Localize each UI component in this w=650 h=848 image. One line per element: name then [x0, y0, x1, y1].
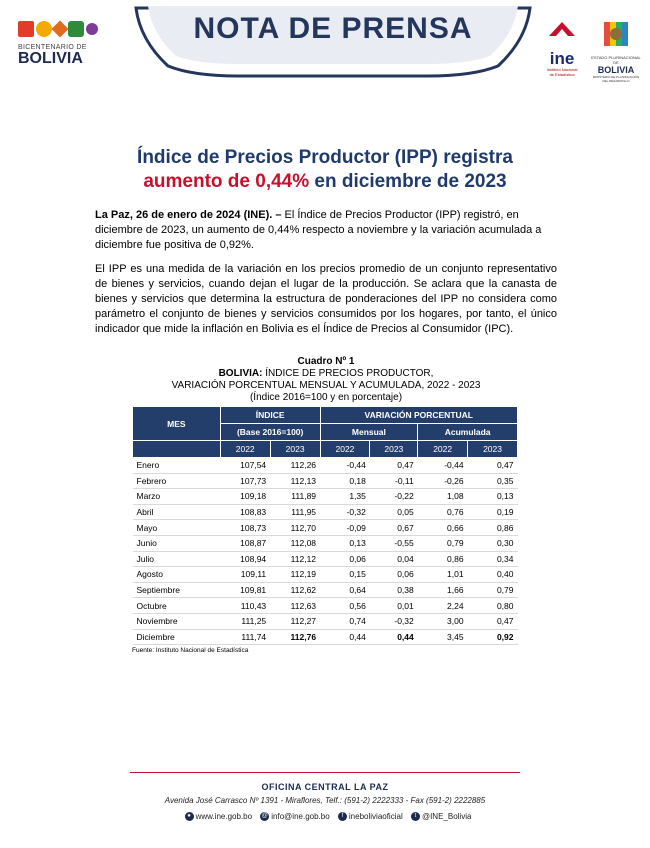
table-row: [133, 489, 518, 505]
col-variacion: VARIACIÓN PORCENTUAL: [320, 407, 517, 424]
cell-m23: 0,38: [370, 582, 418, 598]
footer-twitter-link[interactable]: @INE_Bolivia: [421, 812, 472, 821]
cell-i23: 111,95: [270, 504, 320, 520]
cell-m23: 0,01: [370, 598, 418, 614]
ine-sub-1: Instituto Nacional: [546, 67, 578, 72]
table-row: [133, 567, 518, 583]
cell-a23: 0,40: [468, 567, 518, 583]
table-row: [133, 551, 518, 567]
cell-i23: 112,13: [270, 473, 320, 489]
cell-a23: 0,47: [468, 613, 518, 629]
bolivia-top-text: ESTADO PLURINACIONAL DE: [591, 55, 641, 65]
cell-mes: Enero: [133, 458, 221, 474]
cell-a22: -0,44: [418, 458, 468, 474]
cell-m23: 0,67: [370, 520, 418, 536]
ine-mountain-icon: [547, 20, 577, 36]
cell-i22: 109,18: [220, 489, 270, 505]
cell-m23: -0,55: [370, 535, 418, 551]
cell-a23: 0,34: [468, 551, 518, 567]
cell-i22: 108,83: [220, 504, 270, 520]
globe-icon: ●: [185, 812, 194, 821]
footer-title: OFICINA CENTRAL LA PAZ: [261, 782, 389, 792]
table-source: Fuente: Instituto Nacional de Estadística: [132, 647, 249, 654]
ine-wordmark: ine: [549, 49, 575, 68]
cell-m22: 0,06: [320, 551, 370, 567]
cell-m22: -0,44: [320, 458, 370, 474]
col-year: 2022: [418, 441, 468, 458]
table-row: [133, 458, 518, 474]
paragraph-1-lead: La Paz, 26 de enero de 2024 (INE). –: [95, 209, 282, 221]
cell-a22: 1,08: [418, 489, 468, 505]
bolivia-logo: [590, 20, 642, 83]
col-year: 2023: [270, 441, 320, 458]
twitter-icon: t: [411, 812, 420, 821]
cell-i23: 111,89: [270, 489, 320, 505]
cell-i23: 112,70: [270, 520, 320, 536]
cell-i22: 108,94: [220, 551, 270, 567]
cell-mes: Agosto: [133, 567, 221, 583]
cell-a22: 1,01: [418, 567, 468, 583]
cell-mes: Mayo: [133, 520, 221, 536]
table-title-3: (Índice 2016=100 y en porcentaje): [249, 392, 403, 403]
ine-sub-2: de Estadística: [549, 72, 575, 77]
cell-a23: 0,19: [468, 504, 518, 520]
cell-m22: -0,32: [320, 504, 370, 520]
cell-a22: 0,86: [418, 551, 468, 567]
bicentenario-small-text: BICENTENARIO DE: [18, 44, 87, 51]
col-indice: ÍNDICE: [220, 407, 320, 424]
cell-m23: 0,06: [370, 567, 418, 583]
mail-icon: @: [261, 813, 268, 820]
cell-i23: 112,08: [270, 535, 320, 551]
footer-address: Avenida José Carrasco Nº 1391 - Miraflores, Telf.: (591-2) 2222333 - Fax (591-2) 2222885: [164, 796, 486, 805]
col-base: (Base 2016=100): [220, 424, 320, 441]
cell-a23: 0,80: [468, 598, 518, 614]
table-row: [133, 535, 518, 551]
bicentenario-logo: [18, 18, 118, 67]
headline-line-2: en diciembre de 2023: [309, 171, 507, 192]
cell-m23: 0,05: [370, 504, 418, 520]
cell-a22: 3,45: [418, 629, 468, 645]
table-title-1: [95, 368, 557, 380]
table-title-text: ÍNDICE DE PRECIOS PRODUCTOR,: [262, 368, 434, 379]
ipp-table: [132, 406, 518, 645]
cell-a23: 0,47: [468, 458, 518, 474]
cell-i22: 111,74: [220, 629, 270, 645]
cell-i22: 107,54: [220, 458, 270, 474]
table-row: [133, 613, 518, 629]
cell-a23: 0,86: [468, 520, 518, 536]
cell-i23: 112,76: [270, 629, 320, 645]
col-mes: MES: [133, 407, 221, 441]
footer-email-link[interactable]: info@ine.gob.bo: [271, 812, 330, 821]
col-year: 2022: [320, 441, 370, 458]
footer-links: [0, 812, 650, 821]
col-blank: [133, 441, 221, 458]
table-title-country: BOLIVIA:: [218, 368, 263, 379]
cell-a22: 0,66: [418, 520, 468, 536]
cell-i23: 112,27: [270, 613, 320, 629]
col-year: 2022: [220, 441, 270, 458]
cell-a22: 3,00: [418, 613, 468, 629]
cell-i23: 112,62: [270, 582, 320, 598]
ine-logo: [540, 20, 584, 77]
cell-a23: 0,92: [468, 629, 518, 645]
bolivia-sub-text: MINISTERIO DE PLANIFICACIÓN DEL DESARROLLO: [592, 75, 640, 83]
table-row: [133, 473, 518, 489]
cell-m22: 0,15: [320, 567, 370, 583]
cell-mes: Marzo: [133, 489, 221, 505]
headline: [60, 146, 590, 194]
cell-m23: -0,22: [370, 489, 418, 505]
cell-i23: 112,12: [270, 551, 320, 567]
cell-i22: 107,73: [220, 473, 270, 489]
cell-a22: 0,76: [418, 504, 468, 520]
footer-web-link[interactable]: www.ine.gob.bo: [195, 812, 253, 821]
cell-i23: 112,19: [270, 567, 320, 583]
cell-m23: 0,47: [370, 458, 418, 474]
cell-mes: Junio: [133, 535, 221, 551]
headline-accent: aumento de 0,44%: [143, 171, 310, 192]
bolivia-coat-of-arms-icon: [602, 20, 630, 48]
bicentenario-emblem-icon: [18, 18, 118, 40]
cell-i22: 111,25: [220, 613, 270, 629]
table-header: [133, 407, 518, 458]
cell-a22: 2,24: [418, 598, 468, 614]
paragraph-1: [95, 208, 557, 253]
bolivia-wordmark: BOLIVIA: [597, 65, 635, 75]
col-year: 2023: [468, 441, 518, 458]
footer-facebook-link[interactable]: ineboliviaoficial: [348, 812, 403, 821]
cell-i22: 108,73: [220, 520, 270, 536]
paragraph-1-text: El Índice de Precios Productor (IPP) registró, en diciembre de 2023, un aumento de 0,44% respecto a noviembre y la variación acumulada a diciembre fue positiva de 0,92%.: [95, 209, 542, 251]
cell-mes: Febrero: [133, 473, 221, 489]
table-body: [133, 458, 518, 645]
cell-a22: 0,79: [418, 535, 468, 551]
cell-m23: 0,04: [370, 551, 418, 567]
table-row: [133, 520, 518, 536]
table-number: Cuadro Nº 1: [297, 356, 355, 367]
cell-m22: 0,56: [320, 598, 370, 614]
col-mensual: Mensual: [320, 424, 418, 441]
cell-m22: 0,64: [320, 582, 370, 598]
table-row: [133, 598, 518, 614]
banner: [128, 0, 538, 82]
cell-a22: 1,66: [418, 582, 468, 598]
table-row: [133, 582, 518, 598]
cell-mes: Octubre: [133, 598, 221, 614]
cell-i23: 112,63: [270, 598, 320, 614]
paragraph-2: El IPP es una medida de la variación en los precios promedio de un conjunto representativo de bienes y servicios, cuando dejan el lugar de la producción. Se aclara que la canasta de bienes y servicios que determina la estructura de ponderaciones del IPP no considera como parámetro el conjunto de bienes y servicios consumidos por los hogares, por tanto, el único indicador que mide la inflación en Bolivia es el Índice de Precios al Consumidor (IPC).: [95, 263, 557, 335]
col-acumulada: Acumulada: [418, 424, 518, 441]
cell-m22: 0,13: [320, 535, 370, 551]
cell-i22: 109,11: [220, 567, 270, 583]
cell-m22: 1,35: [320, 489, 370, 505]
facebook-icon: f: [338, 812, 347, 821]
headline-line-1: Índice de Precios Productor (IPP) registra: [137, 147, 513, 168]
cell-i22: 108,87: [220, 535, 270, 551]
banner-title: NOTA DE PRENSA: [193, 12, 473, 45]
page-footer: [0, 772, 650, 848]
cell-a23: 0,13: [468, 489, 518, 505]
cell-mes: Abril: [133, 504, 221, 520]
bicentenario-big-text: BOLIVIA: [18, 50, 83, 67]
cell-mes: Diciembre: [133, 629, 221, 645]
cell-m23: 0,44: [370, 629, 418, 645]
cell-m22: 0,18: [320, 473, 370, 489]
table-row: [133, 504, 518, 520]
cell-m22: 0,44: [320, 629, 370, 645]
col-year: 2023: [370, 441, 418, 458]
footer-divider: [130, 772, 520, 773]
cell-i23: 112,26: [270, 458, 320, 474]
cell-a22: -0,26: [418, 473, 468, 489]
cell-i22: 109,81: [220, 582, 270, 598]
table-caption: [95, 356, 557, 404]
table-row: [133, 629, 518, 645]
cell-m22: -0,09: [320, 520, 370, 536]
page-header: [0, 0, 650, 90]
cell-a23: 0,79: [468, 582, 518, 598]
cell-m23: -0,32: [370, 613, 418, 629]
cell-mes: Noviembre: [133, 613, 221, 629]
table-title-2: VARIACIÓN PORCENTUAL MENSUAL Y ACUMULADA, 2022 - 2023: [171, 380, 481, 391]
cell-mes: Julio: [133, 551, 221, 567]
cell-a23: 0,30: [468, 535, 518, 551]
cell-m22: 0,74: [320, 613, 370, 629]
cell-i22: 110,43: [220, 598, 270, 614]
cell-mes: Septiembre: [133, 582, 221, 598]
cell-m23: -0,11: [370, 473, 418, 489]
cell-a23: 0,35: [468, 473, 518, 489]
